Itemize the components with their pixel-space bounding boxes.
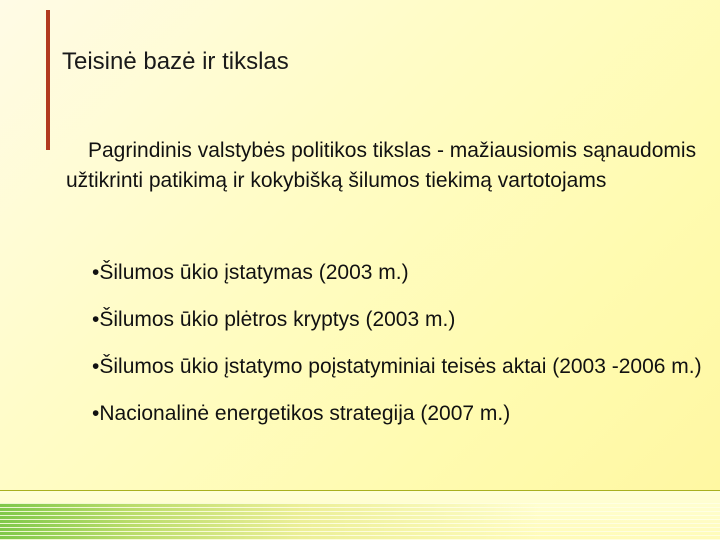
bullet-marker: • bbox=[92, 355, 100, 378]
footer-stripe-lines bbox=[0, 503, 720, 540]
bullet-item bbox=[92, 305, 712, 335]
bullet-item bbox=[92, 352, 712, 382]
bullet-text: Šilumos ūkio įstatymo poįstatyminiai teisės aktai (2003 -2006 m.) bbox=[99, 355, 702, 378]
bullet-item bbox=[92, 258, 712, 288]
bullet-list bbox=[92, 258, 712, 446]
bullet-text: Šilumos ūkio įstatymas (2003 m.) bbox=[99, 261, 409, 284]
slide-title: Teisinė bazė ir tikslas bbox=[62, 48, 289, 75]
bullet-marker: • bbox=[92, 261, 100, 284]
bullet-text: Nacionalinė energetikos strategija (2007 m.) bbox=[99, 402, 511, 425]
title-accent-bar bbox=[46, 10, 50, 150]
bullet-item bbox=[92, 399, 712, 429]
bullet-marker: • bbox=[92, 402, 100, 425]
bullet-marker: • bbox=[92, 308, 100, 331]
bullet-text: Šilumos ūkio plėtros kryptys (2003 m.) bbox=[99, 308, 456, 331]
intro-paragraph: Pagrindinis valstybės politikos tikslas - mažiausiomis sąnaudomis užtikrinti patikimą ir kokybišką šilumos tiekimą vartotojams bbox=[66, 139, 697, 192]
